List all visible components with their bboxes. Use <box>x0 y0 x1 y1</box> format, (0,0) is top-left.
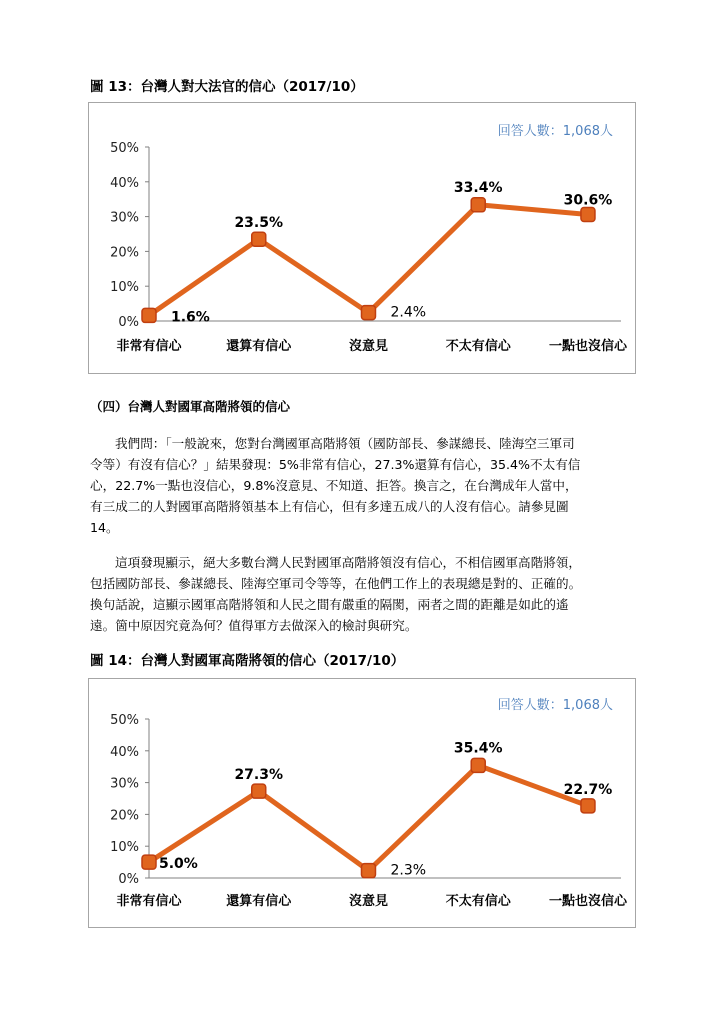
y-tick-label: 10% <box>110 840 139 856</box>
data-label: 1.6% <box>171 309 210 326</box>
data-point-marker <box>361 306 375 320</box>
data-point-marker <box>252 232 266 246</box>
x-category-label: 不太有信心 <box>445 894 511 909</box>
chart-figure-13 <box>88 102 636 374</box>
respondents-annotation: 回答人數：1,068人 <box>497 124 613 139</box>
y-tick-label: 0% <box>118 872 139 887</box>
data-point-marker <box>252 784 266 798</box>
x-category-label: 不太有信心 <box>445 339 511 354</box>
section-heading: （四）台灣人對國軍高階將領的信心 <box>90 399 291 414</box>
figure-14-title: 圖 14：台灣人對國軍高階將領的信心（2017/10） <box>90 653 405 669</box>
data-point-marker <box>581 208 595 222</box>
chart-13-svg <box>89 103 635 373</box>
x-category-label: 還算有信心 <box>226 894 292 909</box>
data-label: 23.5% <box>234 215 284 232</box>
x-category-label: 沒意見 <box>348 894 388 909</box>
x-category-label: 非常有信心 <box>116 894 182 909</box>
paragraph-1-line: 令等）有沒有信心？」結果發現：5%非常有信心，27.3%還算有信心，35.4%不太有信 <box>90 457 581 472</box>
data-point-marker <box>581 799 595 813</box>
paragraph-1-line: 14。 <box>90 520 119 535</box>
y-tick-label: 20% <box>110 808 139 824</box>
data-label: 5.0% <box>159 856 198 873</box>
paragraph-1-line: 有三成二的人對國軍高階將領基本上有信心，但有多達五成八的人沒有信心。請參見圖 <box>90 499 569 514</box>
paragraph-1 <box>90 433 635 538</box>
paragraph-2-line: 包括國防部長、參謀總長、陸海空軍司令等等，在他們工作上的表現總是對的、正確的。 <box>90 576 582 591</box>
data-label: 33.4% <box>453 179 503 196</box>
paragraph-2 <box>90 552 635 636</box>
data-point-marker <box>471 758 485 772</box>
y-tick-label: 30% <box>110 210 139 226</box>
data-point-marker <box>471 198 485 212</box>
x-category-label: 一點也沒信心 <box>548 339 627 354</box>
x-category-label: 非常有信心 <box>116 339 182 354</box>
data-point-marker <box>142 855 156 869</box>
data-label: 27.3% <box>234 767 284 784</box>
data-label: 22.7% <box>563 781 613 798</box>
y-tick-label: 30% <box>110 776 139 792</box>
y-tick-label: 0% <box>118 315 139 330</box>
data-label: 30.6% <box>563 192 613 209</box>
x-category-label: 沒意見 <box>348 339 388 354</box>
x-category-label: 還算有信心 <box>226 339 292 354</box>
chart-figure-14 <box>88 678 636 928</box>
data-point-marker <box>142 308 156 322</box>
respondents-annotation: 回答人數：1,068人 <box>497 698 613 713</box>
figure-13-title: 圖 13：台灣人對大法官的信心（2017/10） <box>90 79 364 95</box>
y-tick-label: 10% <box>110 280 139 296</box>
series-line <box>149 205 588 316</box>
y-tick-label: 50% <box>110 141 139 156</box>
y-tick-label: 20% <box>110 245 139 261</box>
paragraph-1-line: 我們問：「一般說來，您對台灣國軍高階將領（國防部長、參謀總長、陸海空三軍司 <box>115 436 575 451</box>
y-tick-label: 40% <box>110 744 139 760</box>
paragraph-2-line: 這項發現顯示，絕大多數台灣人民對國軍高階將領沒有信心，不相信國軍高階將領， <box>115 555 581 570</box>
chart-14-svg <box>89 679 635 927</box>
data-point-marker <box>361 864 375 878</box>
y-tick-label: 40% <box>110 175 139 191</box>
data-label: 2.4% <box>390 304 427 321</box>
paragraph-2-line: 換句話說，這顯示國軍高階將領和人民之間有嚴重的隔閡，兩者之間的距離是如此的遙 <box>90 597 569 612</box>
y-tick-label: 50% <box>110 713 139 728</box>
data-label: 2.3% <box>390 862 427 879</box>
data-label: 35.4% <box>453 740 503 757</box>
paragraph-2-line: 遠。箇中原因究竟為何？值得軍方去做深入的檢討與研究。 <box>90 618 418 633</box>
paragraph-1-line: 心，22.7%一點也沒信心，9.8%沒意見、不知道、拒答。換言之，在台灣成年人當中， <box>90 478 578 493</box>
x-category-label: 一點也沒信心 <box>548 894 627 909</box>
